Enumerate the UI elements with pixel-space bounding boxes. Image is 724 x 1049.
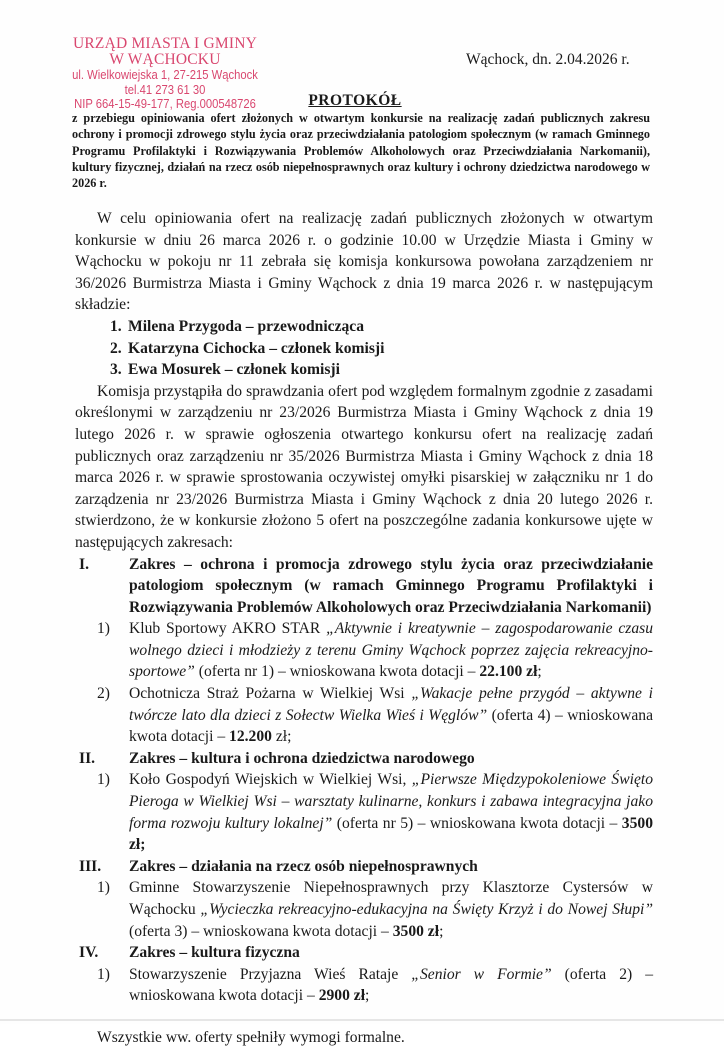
stamp-line-town: W WĄCHOCKU [109, 51, 221, 68]
list-number: 1. [110, 317, 122, 335]
section-number: II. [79, 749, 96, 767]
section-title: Zakres – kultura fizyczna [129, 944, 300, 962]
stamp-address: ul. Wielkowiejska 1, 27-215 Wąchock [72, 68, 258, 82]
item-number: 2) [97, 685, 110, 703]
offer-end: ; [537, 663, 542, 681]
committee-member [75, 316, 653, 338]
item-number: 1) [97, 620, 110, 638]
offer-amount: 3500 zł [392, 922, 440, 940]
offer-amount: 12.200 [229, 728, 272, 746]
offer-org: Stowarzyszenie Przyjazna Wieś Rataje [129, 965, 412, 983]
offer-amount: 22.100 zł [479, 663, 538, 681]
stamp-line-office: URZĄD MIASTA I GMINY [72, 35, 258, 52]
list-number: 2. [110, 339, 122, 357]
offer-item [75, 683, 653, 748]
offer-org: Ochotnicza Straż Pożarna w Wielkiej Wsi [129, 685, 412, 703]
offer-item [75, 769, 653, 855]
member-text: Katarzyna Cichocka – członek komisji [128, 339, 385, 357]
document-subtitle: z przebiegu opiniowania ofert złożonych w otwartym konkursie na realizację zadań publicznych zakresu ochrony i promocji zdrowego stylu życia oraz przeciwdziałania patologiom społecznym (w ramach Gminnego Programu Profilaktyki i Rozwiązywania Problemów Alkoholowych oraz Przeciwdziałania Narkomanii), kultury fizycznej, działań na rzecz osób niepełnosprawnych oraz kultury i ochrony dziedzictwa narodowego w 2026 r. [72, 111, 650, 191]
offer-task: „Aktywnie i kreatywnie – zagospodarowanie czasu wolnego dzieci i młodzieży z terenu Gminy Wąchock poprzez zajęcia rekreacyjno-sportowe” [129, 620, 653, 681]
section-number: III. [79, 857, 102, 875]
offer-amount: 3500 zł; [129, 814, 653, 854]
stamp-nip-reg: NIP 664-15-49-177, Reg.000548726 [74, 97, 256, 111]
offer-amount: 2900 zł [318, 987, 366, 1005]
committee-member [75, 338, 653, 360]
offer-end: ; [365, 987, 370, 1005]
section-title: Zakres – ochrona i promocja zdrowego stylu życia oraz przeciwdziałanie patologiom społecznym (w ramach Gminnego Programu Profilaktyki i Rozwiązywania Problemów Alkoholowych oraz Przeciwdziałania Narkomanii) [129, 555, 653, 616]
offer-task: „Pierwsze Międzypokoleniowe Święto Pieroga w Wielkiej Wsi – warsztaty kulinarne, konkurs i zabawa integracyjna jako forma rozwoju kultury lokalnej” [129, 771, 654, 832]
section-heading [75, 942, 653, 964]
offer-task: „Senior w Formie” [411, 965, 552, 983]
stamp-phone: tel.41 273 61 30 [124, 82, 206, 97]
member-text: Ewa Mosurek – członek komisji [128, 361, 340, 379]
section-title: Zakres – działania na rzecz osób niepełnosprawnych [129, 857, 478, 875]
final-statement: Wszystkie ww. oferty spełniły wymogi formalne. [97, 1028, 405, 1046]
date-line: Wąchock, dn. 2.04.2026 r. [466, 51, 630, 68]
document-body [75, 208, 653, 1049]
scan-bottom-edge [0, 1019, 724, 1021]
offer-end: zł; [271, 728, 292, 746]
offer-item [75, 964, 653, 1007]
item-number: 1) [97, 965, 110, 983]
intro-paragraph: W celu opiniowania ofert na realizację zadań publicznych złożonych w otwartym konkursie w dniu 26 marca 2026 r. o godzinie 10.00 w Urzędzie Miasta i Gminy w Wąchocku w pokoju nr 11 zebrała się komisja konkursowa powołana zarządzeniem nr 36/2026 Burmistrza Miasta i Gminy Wąchock z dnia 19 marca 2026 r. w następującym składzie: [75, 210, 653, 314]
section-heading [75, 554, 653, 619]
offer-task: „Wycieczka rekreacyjno-edukacyjna na Święty Krzyż i do Nowej Słupi” [200, 901, 653, 918]
item-number: 1) [97, 771, 110, 789]
offer-info: (oferta 4) – wnioskowana kwota dotacji – [129, 706, 653, 746]
offer-task: „Wakacje pełne przygód – aktywne i twórcze lato dla dzieci z Sołectw Wielka Wieś i Węglów” [129, 685, 653, 724]
offer-org: Koło Gospodyń Wiejskich w Wielkiej Wsi, [129, 771, 412, 789]
offer-info: (oferta nr 5) – wnioskowana kwota dotacji – [332, 814, 622, 832]
offer-info: (oferta 2) – wnioskowana kwota dotacji – [129, 965, 653, 1005]
section-number: I. [79, 555, 89, 573]
item-number: 1) [97, 879, 110, 897]
document-title: PROTOKÓŁ [308, 92, 402, 109]
offer-end: ; [439, 922, 444, 940]
offer-info: (oferta nr 1) – wnioskowana kwota dotacji – [194, 663, 480, 681]
section-number: IV. [79, 944, 99, 962]
section-heading [75, 856, 653, 878]
offer-item [75, 877, 653, 942]
list-number: 3. [110, 361, 122, 379]
section-heading [75, 748, 653, 770]
offer-info: (oferta 3) – wnioskowana kwota dotacji – [129, 922, 393, 940]
verification-paragraph: Komisja przystąpiła do sprawdzania ofert pod względem formalnym zgodnie z zasadami określonymi w zarządzeniu nr 23/2026 Burmistrza Miasta i Gminy Wąchock z dnia 19 lutego 2026 r. w sprawie ogłoszenia otwartego konkursu ofert na realizację zadań publicznych oraz zarządzeniu nr 35/2026 Burmistrza Miasta i Gminy Wąchock z dnia 18 marca 2026 r. w sprawie sprostowania oczywistej omyłki pisarskiej w załączniku nr 1 do zarządzenia nr 23/2026 Burmistrza Miasta i Gminy Wąchock z dnia 20 lutego 2026 r. stwierdzono, że w konkursie złożono 5 ofert na poszczególne zadania konkursowe ujęte w następujących zakresach: [75, 382, 653, 551]
offer-org: Gminne Stowarzyszenie Niepełnosprawnych przy Klasztorze Cystersów w Wąchocku [129, 879, 653, 918]
section-title: Zakres – kultura i ochrona dziedzictwa narodowego [129, 749, 475, 767]
committee-member [75, 359, 653, 381]
committee-list [75, 316, 653, 381]
offer-org: Klub Sportowy AKRO STAR [129, 620, 327, 638]
offer-item [75, 618, 653, 683]
member-text: Milena Przygoda – przewodnicząca [128, 317, 365, 335]
